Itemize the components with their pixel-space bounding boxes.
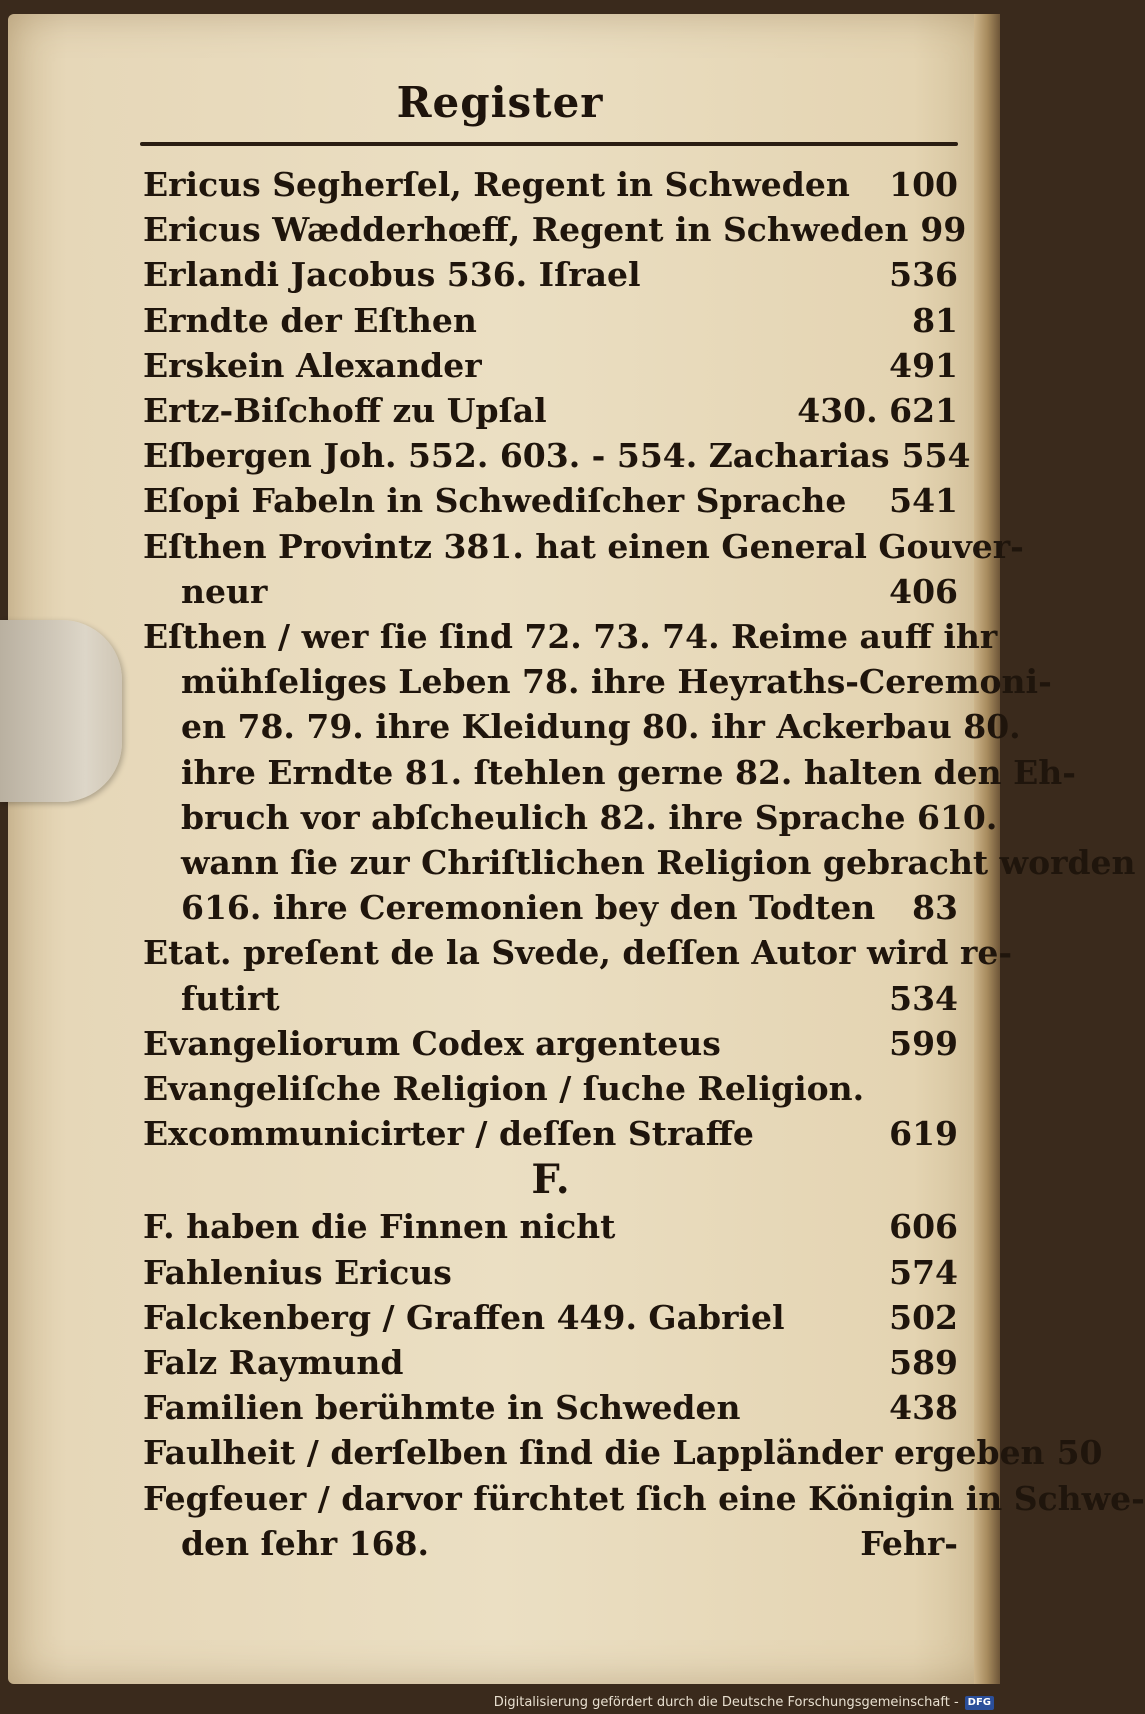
entry-page-number: 599 (889, 1023, 958, 1063)
entry-line (143, 1021, 958, 1066)
entry-line (143, 659, 1052, 704)
register-entry (143, 162, 958, 207)
footer-text: Digitalisierung gefördert durch die Deutsche Forschungsgemeinschaft - (493, 1695, 959, 1710)
register-entry (143, 1295, 958, 1340)
entry-line (143, 569, 958, 614)
entry-text: en 78. 79. ihre Kleidung 80. ihr Ackerbau 80. (181, 707, 1021, 747)
register-entry (143, 1066, 958, 1111)
register-entry (143, 433, 971, 478)
entry-page-number: 491 (889, 345, 958, 385)
entry-page-number: 536 (889, 255, 958, 295)
entry-page-number: 619 (889, 1114, 958, 1154)
entry-line (143, 1250, 958, 1295)
entry-line (143, 433, 971, 478)
register-entries (143, 162, 1145, 1566)
entry-line (143, 1066, 958, 1111)
entry-page-number: 100 (889, 165, 958, 204)
entry-text: Faulheit / derſelben ſind die Lappländer ergeben (143, 1433, 1045, 1473)
entry-text: ihre Erndte 81. ſtehlen gerne 82. halten den Eh- (181, 752, 1076, 792)
entry-line (143, 388, 958, 433)
entry-text: Erskein Alexander (143, 345, 482, 385)
register-entry (143, 1340, 958, 1385)
entry-line (143, 840, 1136, 885)
entry-text: Falckenberg / Graffen 449. Gabriel (143, 1297, 785, 1337)
entry-page-number: 554 (901, 436, 971, 476)
entry-page-number: 430. 621 (797, 391, 958, 431)
entry-line (143, 750, 1076, 795)
entry-text: neur (181, 571, 268, 611)
entry-text: futirt (181, 978, 280, 1018)
register-entry (143, 298, 958, 343)
entry-text: Familien berühmte in Schweden (143, 1388, 741, 1428)
entry-page-number: 406 (889, 571, 958, 611)
entry-text: F. haben die Finnen nicht (143, 1207, 616, 1247)
entry-page-number: 81 (912, 300, 958, 340)
register-entry (143, 343, 958, 388)
entry-text: Evangeliorum Codex argenteus (143, 1023, 721, 1063)
entry-text: Excommunicirter / deſſen Straffe (143, 1114, 754, 1154)
register-entry (143, 1250, 958, 1295)
entry-line (143, 298, 958, 343)
page-tab-marker (0, 620, 122, 802)
entry-text: Evangeliſche Religion / ſuche Religion. (143, 1069, 865, 1109)
entry-line (143, 930, 1013, 975)
register-entry (143, 1204, 958, 1249)
register-entry (143, 1385, 958, 1430)
entry-text: Etat. preſent de la Svede, deſſen Autor wird re- (143, 933, 1013, 973)
entry-line (143, 704, 1021, 749)
register-entry (143, 1430, 1103, 1475)
entry-page-number: 438 (889, 1388, 958, 1428)
entry-text: Eſthen Provintz 381. hat einen General Gouver- (143, 526, 1024, 566)
entry-line (143, 976, 958, 1021)
entry-line (143, 795, 998, 840)
register-entry (143, 1021, 958, 1066)
register-entry (143, 930, 1013, 1020)
entry-page-number: 99 (920, 210, 967, 250)
section-letter: F. (531, 1156, 570, 1204)
entry-page-number: 574 (889, 1252, 958, 1292)
entry-text: bruch vor abſcheulich 82. ihre Sprache 610. (181, 797, 998, 837)
entry-text: wann ſie zur Chriſtlichen Religion gebracht worden (181, 843, 1136, 883)
header-rule (140, 142, 958, 146)
entry-page-number: 50 (1056, 1433, 1103, 1473)
entry-line (143, 478, 958, 523)
entry-line (143, 1340, 958, 1385)
entry-text: Ericus Wædderhœff, Regent in Schweden (143, 210, 909, 250)
entry-text: mühſeliges Leben 78. ihre Heyraths-Ceremoni- (181, 662, 1052, 702)
entry-line (143, 1204, 958, 1249)
entry-line (143, 614, 998, 659)
entry-line (143, 1111, 958, 1156)
entry-line (143, 207, 967, 252)
entry-text: 616. ihre Ceremonien bey den Todten (181, 888, 876, 928)
entry-line (143, 1385, 958, 1430)
register-entry (143, 207, 967, 252)
entry-text: Fegfeuer / darvor fürchtet ſich eine Königin in Schwe- (143, 1478, 1145, 1518)
entry-page-number: Fehr- (860, 1523, 958, 1563)
entry-line (143, 1476, 1145, 1521)
register-entry (143, 1111, 958, 1156)
register-entry (143, 478, 958, 523)
entry-text: Falz Raymund (143, 1343, 404, 1383)
entry-line (143, 343, 958, 388)
entry-line (143, 1521, 958, 1566)
dfg-logo: DFG (965, 1696, 994, 1710)
entry-text: Eſthen / wer ſie ſind 72. 73. 74. Reime auff ihr (143, 617, 998, 657)
entry-line (143, 252, 958, 297)
register-entry (143, 614, 1136, 930)
entry-page-number: 606 (889, 1207, 958, 1247)
entry-line (143, 885, 958, 930)
entry-text: Erndte der Eſthen (143, 300, 477, 340)
entry-page-number: 502 (889, 1297, 958, 1337)
entry-line (143, 1430, 1103, 1475)
entry-page-number: 541 (889, 481, 958, 521)
register-entry (143, 388, 958, 433)
entry-page-number: 534 (889, 978, 958, 1018)
entry-line (143, 524, 1024, 569)
entry-text: den ſehr 168. (181, 1523, 429, 1563)
register-entry (143, 1476, 1145, 1566)
entry-text: Eſopi Fabeln in Schwediſcher Sprache (143, 481, 847, 521)
entry-text: Fahlenius Ericus (143, 1252, 452, 1292)
entry-text: Eſbergen Joh. 552. 603. - 554. Zacharias (143, 436, 890, 476)
entry-text: Ertz-Biſchoff zu Upſal (143, 391, 547, 431)
entry-text: Erlandi Jacobus 536. Iſrael (143, 255, 641, 295)
footer (494, 1695, 994, 1710)
entry-line (143, 162, 958, 207)
register-entry (143, 252, 958, 297)
running-head: Register (396, 78, 604, 127)
entry-line (143, 1295, 958, 1340)
register-entry (143, 524, 1024, 614)
entry-page-number: 589 (889, 1343, 958, 1383)
entry-page-number: 83 (912, 888, 958, 928)
entry-text: Ericus Segherſel, Regent in Schweden (143, 165, 850, 204)
